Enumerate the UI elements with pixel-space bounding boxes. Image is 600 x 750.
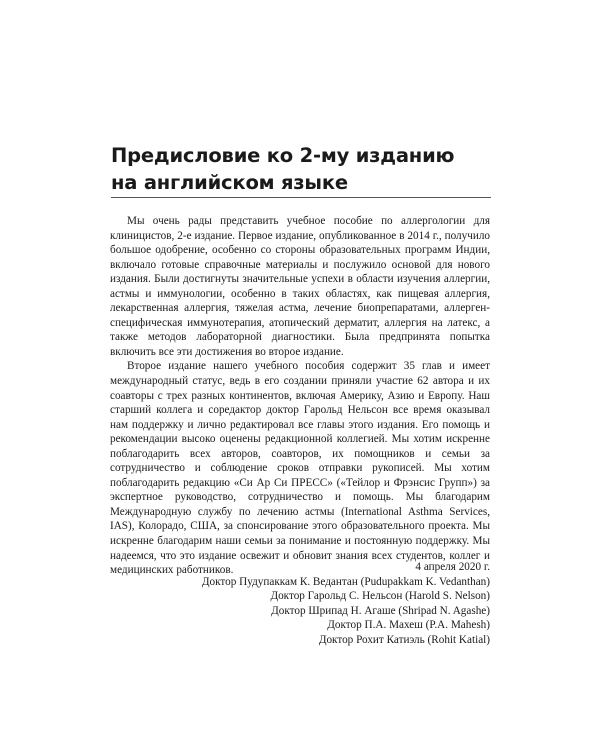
title-line-2: на английском языке <box>111 171 348 194</box>
paragraph-1: Мы очень рады представить учебное пособие по аллергологии для клиницистов, 2-е издание. Первое издание, опубликованное в 2014 г., получило большое одобрение, особенно со стороны образовательных программ Индии, включало готовые справочные материалы и послужило основой для нового издания. Были достигнуты значительные успехи в области изучения аллергии, астмы и иммунологии, особенно в таких областях, как пищевая аллергия, лекарственная аллергия, тяжелая астма, лечение биопрепаратами, аллерген-специфическая иммунотерапия, атопический дерматит, аллергия на латекс, а также методов лабораторной диагностики. Была предпринята попытка включить все эти достижения во второе издание. <box>110 215 490 358</box>
paragraph-2: Второе издание нашего учебного пособия содержит 35 глав и имеет международный статус, ведь в его создании приняли участие 62 автора и их соавторы с трех разных континентов, включая Америку, Азию и Европу. Наш старший коллега и соредактор доктор Гарольд Нельсон все время оказывал нам поддержку и лично редактировал все главы этого издания. Его помощь и рекомендации высоко оценены редакционной коллегией. Мы хотим искренне поблагодарить всех авторов, соавторов, их помощников и семьи за сотрудничество и соблюдение сроков отправки рукописей. Мы хотим поблагодарить редакцию «Си Ар Си ПРЕСС» («Тейлор и Фрэнсис Групп») за экспертное руководство, сотрудничество и помощь. Мы благодарим Международную службу по лечению астмы (International Asthma Services, IAS), Колорадо, США, за спонсирование этого образовательного проекта. Мы искренне благодарим наши семьи за понимание и постоянную поддержку. Мы надеемся, что это издание освежит и обновит знания всех студентов, коллег и медицинских работников. <box>110 360 490 577</box>
author-line: Доктор Пудупаккам К. Ведантан (Pudupakkam K. Vedanthan) <box>201 575 490 588</box>
signature-block <box>200 560 490 647</box>
preface-body <box>110 214 490 578</box>
author-line: Доктор П.А. Махеш (P.A. Mahesh) <box>327 619 490 631</box>
title-line-1: Предисловие ко 2-му изданию <box>111 144 455 167</box>
author-line: Доктор Рохит Катиэль (Rohit Katial) <box>318 633 490 646</box>
title-divider <box>111 197 491 198</box>
author-line: Доктор Гарольд С. Нельсон (Harold S. Nelson) <box>270 590 490 602</box>
page-title <box>111 142 531 196</box>
signature-date: 4 апреля 2020 г. <box>415 561 490 573</box>
author-line: Доктор Шрипад Н. Агаше (Shripad N. Agashe) <box>271 604 490 617</box>
